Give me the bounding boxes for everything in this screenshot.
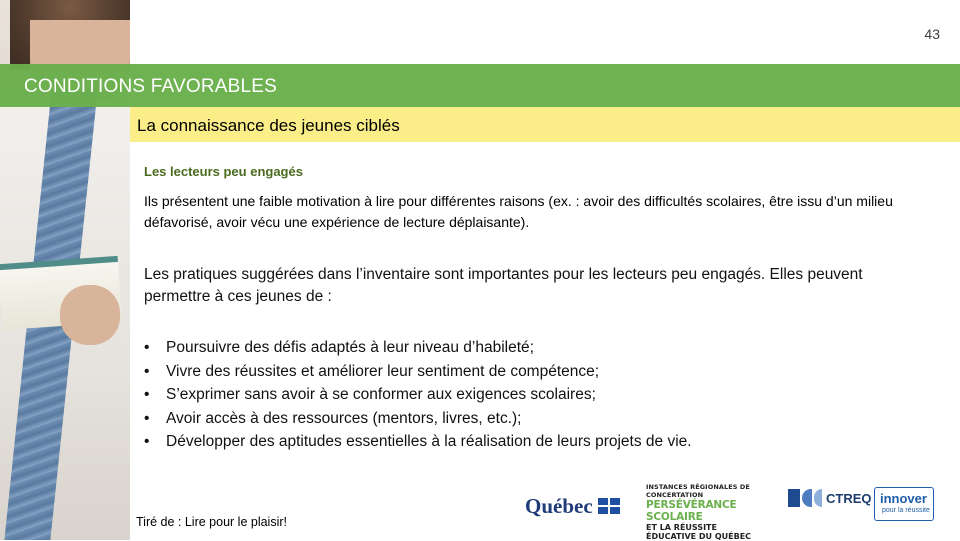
irc-line1: INSTANCES RÉGIONALES DE CONCERTATION: [646, 483, 750, 499]
slide-subtitle: La connaissance des jeunes ciblés: [137, 116, 400, 135]
irc-line2: PERSÉVÉRANCE SCOLAIRE: [646, 499, 737, 523]
page-number: 43: [924, 26, 940, 42]
quebec-logo: [525, 494, 620, 518]
practices-paragraph: Les pratiques suggérées dans l’inventaire sont importantes pour les lecteurs peu engagés. Elles peuvent permettre à ces jeunes de :: [144, 266, 863, 305]
list-item: • Vivre des réussites et améliorer leur sentiment de compétence;: [144, 360, 692, 384]
ctreq-wordmark: CTREQ: [826, 490, 872, 506]
list-item: • Poursuivre des défis adaptés à leur niveau d’habileté;: [144, 336, 692, 360]
ctreq-logo: [788, 489, 872, 507]
innover-wordmark: innover: [880, 491, 927, 506]
section-title: CONDITIONS FAVORABLES: [24, 76, 278, 97]
fleurdelise-flag-icon: [598, 498, 620, 514]
content-heading: Les lecteurs peu engagés: [144, 164, 303, 179]
list-item: • S’exprimer sans avoir à se conformer aux exigences scolaires;: [144, 383, 692, 407]
benefits-list: [144, 336, 692, 454]
source-citation: Tiré de : Lire pour le plaisir!: [136, 515, 287, 529]
innover-tagline: pour la réussite: [882, 507, 930, 514]
innover-logo: [874, 487, 934, 521]
list-item: • Avoir accès à des ressources (mentors, livres, etc.);: [144, 407, 692, 431]
list-item: • Développer des aptitudes essentielles à la réalisation de leurs projets de vie.: [144, 430, 692, 454]
quebec-wordmark: Québec: [525, 493, 593, 518]
irc-logo: [646, 483, 768, 541]
description-paragraph: Ils présentent une faible motivation à lire pour différentes raisons (ex. : avoir des difficultés scolaires, être issu d’un milieu défavorisé, avoir vécu une expérience de lecture déplaisante).: [144, 193, 893, 230]
irc-line3: ET LA RÉUSSITE ÉDUCATIVE DU QUÉBEC: [646, 523, 752, 541]
ctreq-mark-icon: [788, 489, 822, 507]
photo-hand: [60, 285, 120, 345]
